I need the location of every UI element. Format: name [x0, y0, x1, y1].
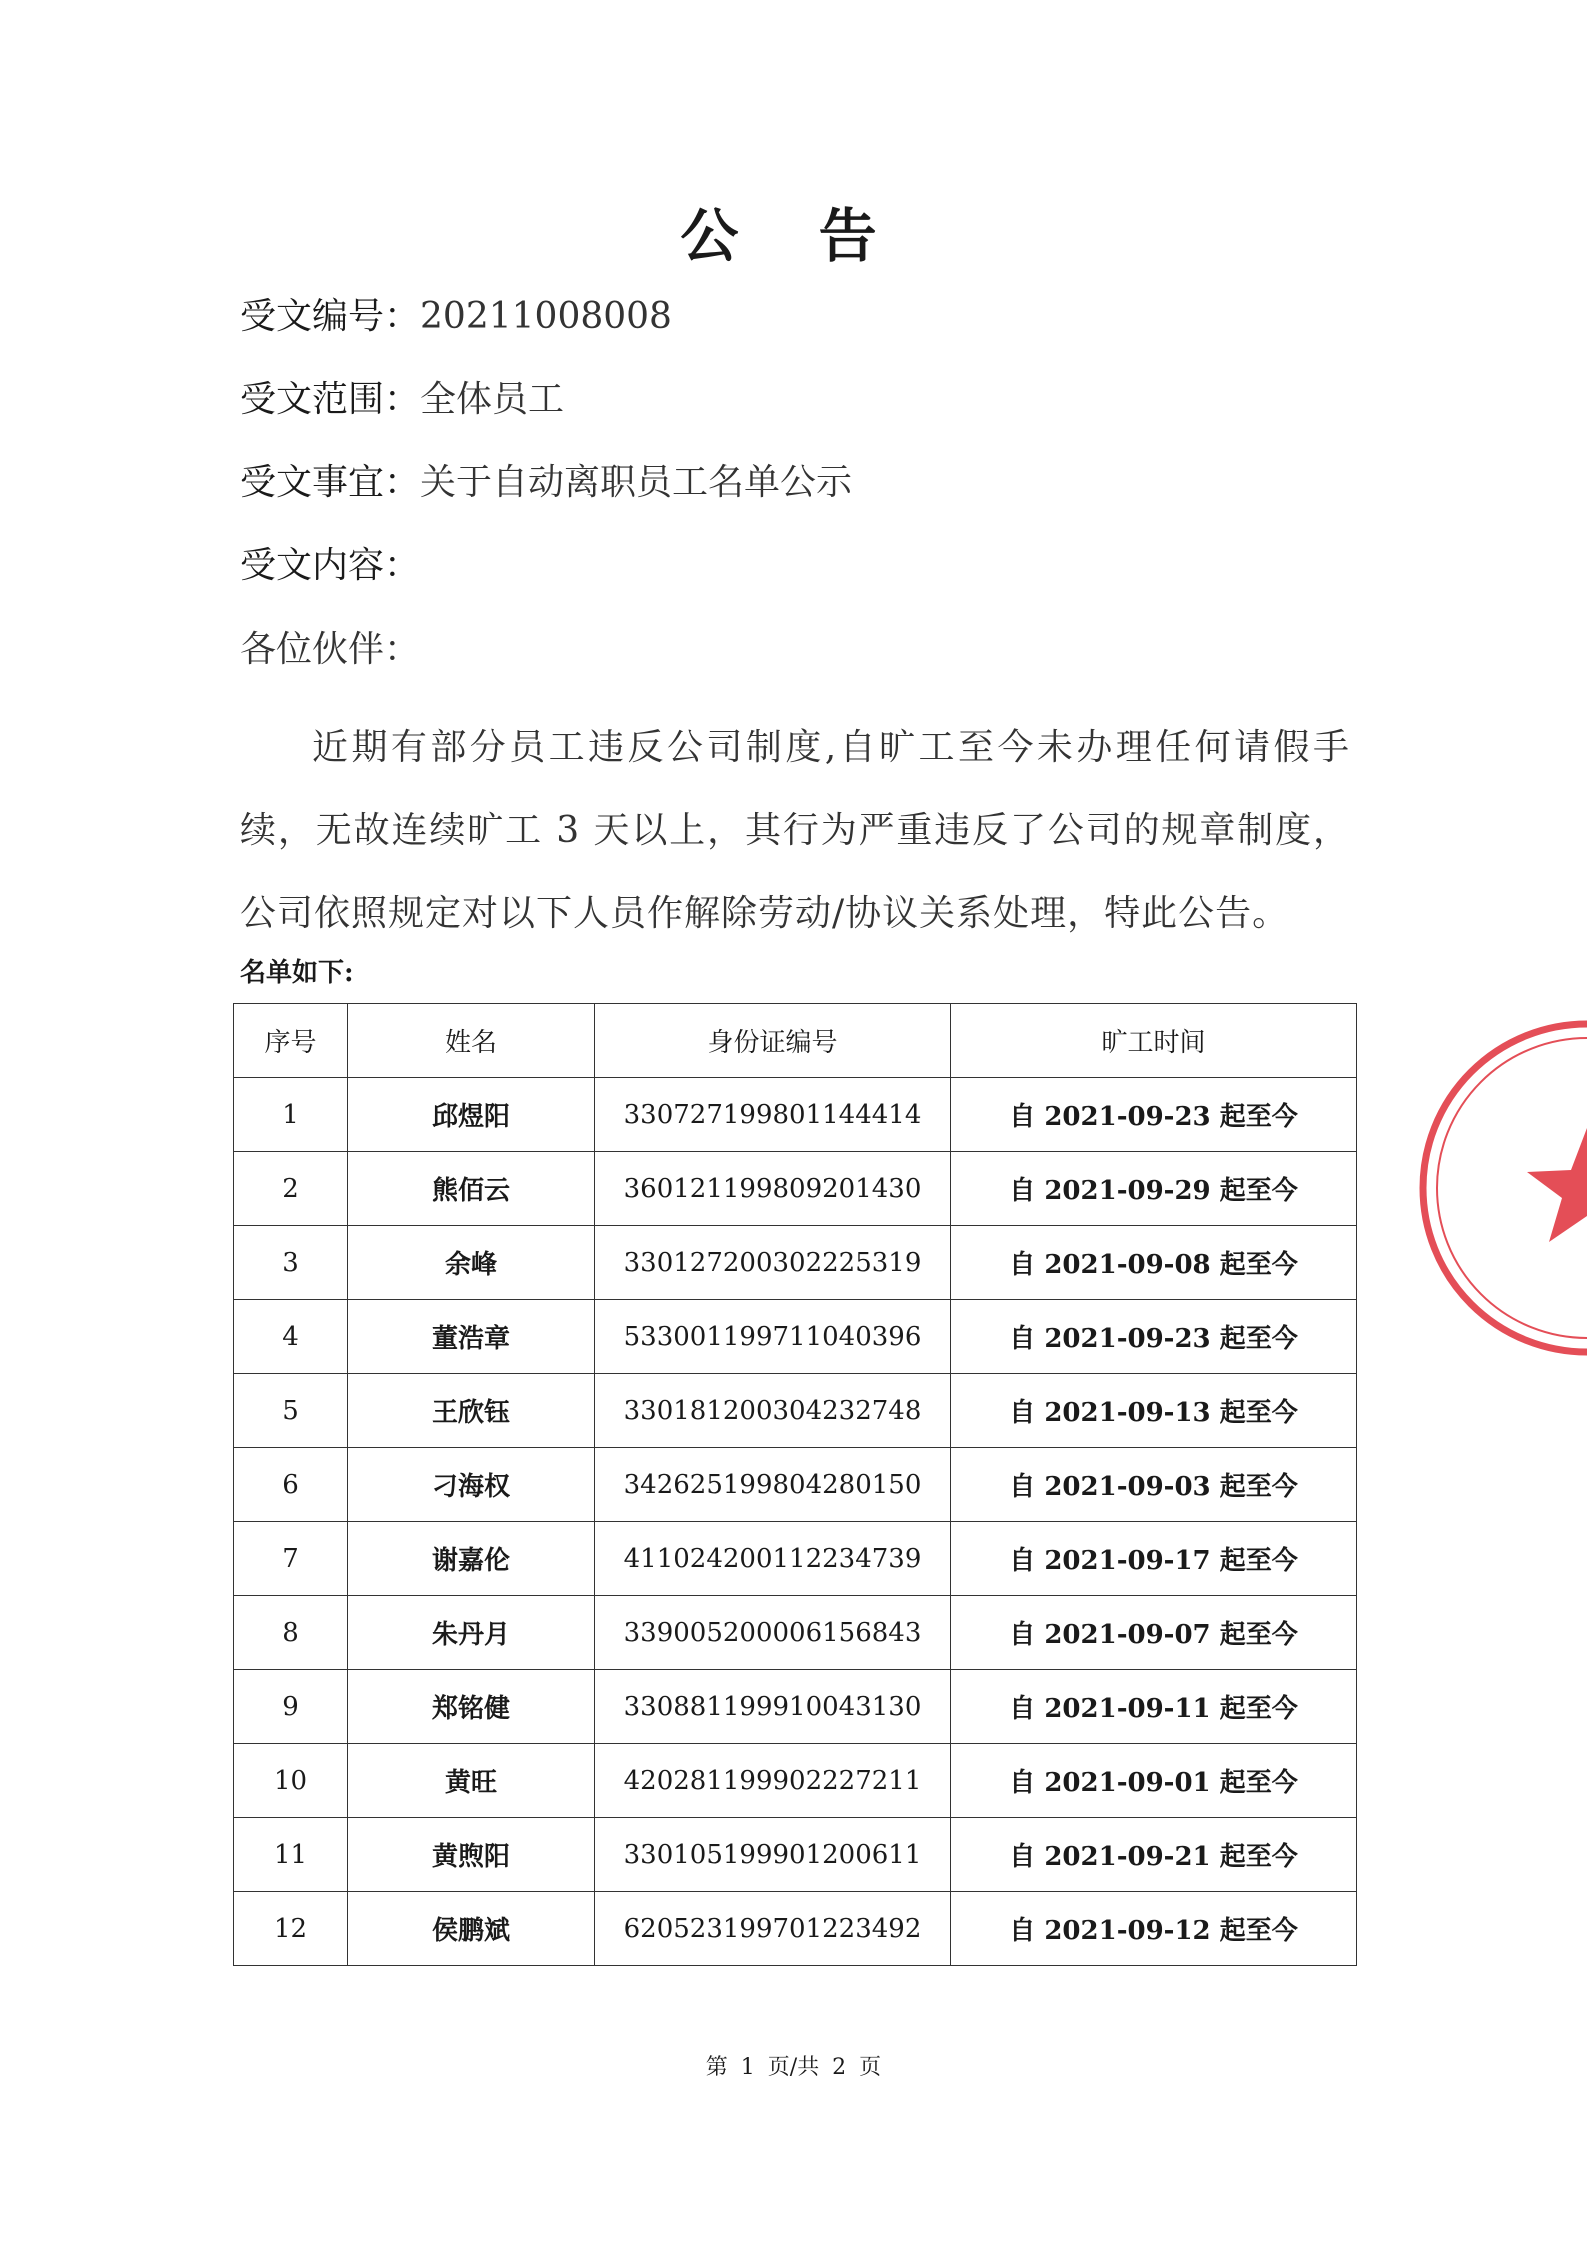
field-label: 受文编号：: [240, 296, 421, 337]
cell-name: 郑铭健: [348, 1670, 595, 1744]
field-scope: [240, 375, 564, 425]
table-row: [234, 1152, 1357, 1226]
cell-absence-time: 自 2021-09-23 起至今: [951, 1078, 1357, 1152]
table-row: [234, 1226, 1357, 1300]
greeting: 各位伙伴：: [240, 629, 421, 670]
cell-absence-time: 自 2021-09-17 起至今: [951, 1522, 1357, 1596]
cell-name: 黄煦阳: [348, 1818, 595, 1892]
table-row: [234, 1818, 1357, 1892]
table-row: [234, 1300, 1357, 1374]
field-value: 关于自动离职员工名单公示: [420, 462, 853, 503]
cell-index: 6: [234, 1448, 348, 1522]
cell-name: 王欣钰: [348, 1374, 595, 1448]
table-row: [234, 1448, 1357, 1522]
body-paragraph: 近期有部分员工违反公司制度,自旷工至今未办理任何请假手续，无故连续旷工 3 天以上，其行为严重违反了公司的规章制度，公司依照规定对以下人员作解除劳动/协议关系处理，特此公告。: [240, 727, 1350, 934]
cell-index: 9: [234, 1670, 348, 1744]
cell-absence-time: 自 2021-09-13 起至今: [951, 1374, 1357, 1448]
cell-name: 邱煜阳: [348, 1078, 595, 1152]
cell-absence-time: 自 2021-09-23 起至今: [951, 1300, 1357, 1374]
cell-index: 2: [234, 1152, 348, 1226]
table-row: [234, 1744, 1357, 1818]
cell-absence-time: 自 2021-09-29 起至今: [951, 1152, 1357, 1226]
field-label: 受文内容：: [240, 545, 421, 586]
cell-index: 11: [234, 1818, 348, 1892]
cell-id-number: 339005200006156843: [595, 1596, 951, 1670]
field-label: 受文事宜：: [240, 462, 421, 503]
header-index: 序号: [234, 1004, 348, 1078]
header-absence-time: 旷工时间: [951, 1004, 1357, 1078]
field-content: [240, 541, 420, 591]
cell-absence-time: 自 2021-09-12 起至今: [951, 1892, 1357, 1966]
list-label: 名单如下:: [240, 958, 354, 988]
cell-id-number: 330881199910043130: [595, 1670, 951, 1744]
table-row: [234, 1374, 1357, 1448]
field-value: 20211008008: [420, 296, 672, 337]
company-seal: [1407, 1020, 1587, 1370]
cell-index: 1: [234, 1078, 348, 1152]
cell-index: 5: [234, 1374, 348, 1448]
cell-id-number: 330181200304232748: [595, 1374, 951, 1448]
cell-name: 熊佰云: [348, 1152, 595, 1226]
employee-table: [233, 1003, 1357, 1966]
cell-absence-time: 自 2021-09-08 起至今: [951, 1226, 1357, 1300]
cell-name: 谢嘉伦: [348, 1522, 595, 1596]
cell-name: 黄旺: [348, 1744, 595, 1818]
cell-id-number: 360121199809201430: [595, 1152, 951, 1226]
table-row: [234, 1522, 1357, 1596]
table-row: [234, 1078, 1357, 1152]
cell-index: 10: [234, 1744, 348, 1818]
table-row: [234, 1670, 1357, 1744]
cell-index: 7: [234, 1522, 348, 1596]
cell-index: 12: [234, 1892, 348, 1966]
cell-id-number: 342625199804280150: [595, 1448, 951, 1522]
cell-absence-time: 自 2021-09-21 起至今: [951, 1818, 1357, 1892]
table-row: [234, 1596, 1357, 1670]
cell-index: 3: [234, 1226, 348, 1300]
cell-id-number: 533001199711040396: [595, 1300, 951, 1374]
cell-name: 董浩章: [348, 1300, 595, 1374]
table-header-row: [234, 1004, 1357, 1078]
header-name: 姓名: [348, 1004, 595, 1078]
cell-id-number: 411024200112234739: [595, 1522, 951, 1596]
cell-id-number: 420281199902227211: [595, 1744, 951, 1818]
cell-id-number: 330105199901200611: [595, 1818, 951, 1892]
document-title: 公 告: [680, 202, 907, 270]
cell-id-number: 330727199801144414: [595, 1078, 951, 1152]
cell-id-number: 330127200302225319: [595, 1226, 951, 1300]
cell-id-number: 620523199701223492: [595, 1892, 951, 1966]
cell-index: 4: [234, 1300, 348, 1374]
cell-name: 侯鹏斌: [348, 1892, 595, 1966]
field-doc-number: [240, 292, 672, 342]
page-footer: 第 1 页/共 2 页: [705, 2055, 882, 2080]
table-body: [234, 1078, 1357, 1966]
cell-name: 朱丹月: [348, 1596, 595, 1670]
cell-absence-time: 自 2021-09-11 起至今: [951, 1670, 1357, 1744]
field-label: 受文范围：: [240, 379, 421, 420]
header-id-number: 身份证编号: [595, 1004, 951, 1078]
cell-absence-time: 自 2021-09-03 起至今: [951, 1448, 1357, 1522]
cell-absence-time: 自 2021-09-01 起至今: [951, 1744, 1357, 1818]
seal-stamp-icon: [1407, 1020, 1587, 1370]
field-subject: [240, 458, 852, 508]
cell-name: 余峰: [348, 1226, 595, 1300]
cell-name: 刁海权: [348, 1448, 595, 1522]
field-value: 全体员工: [420, 379, 565, 420]
table-row: [234, 1892, 1357, 1966]
cell-absence-time: 自 2021-09-07 起至今: [951, 1596, 1357, 1670]
cell-index: 8: [234, 1596, 348, 1670]
